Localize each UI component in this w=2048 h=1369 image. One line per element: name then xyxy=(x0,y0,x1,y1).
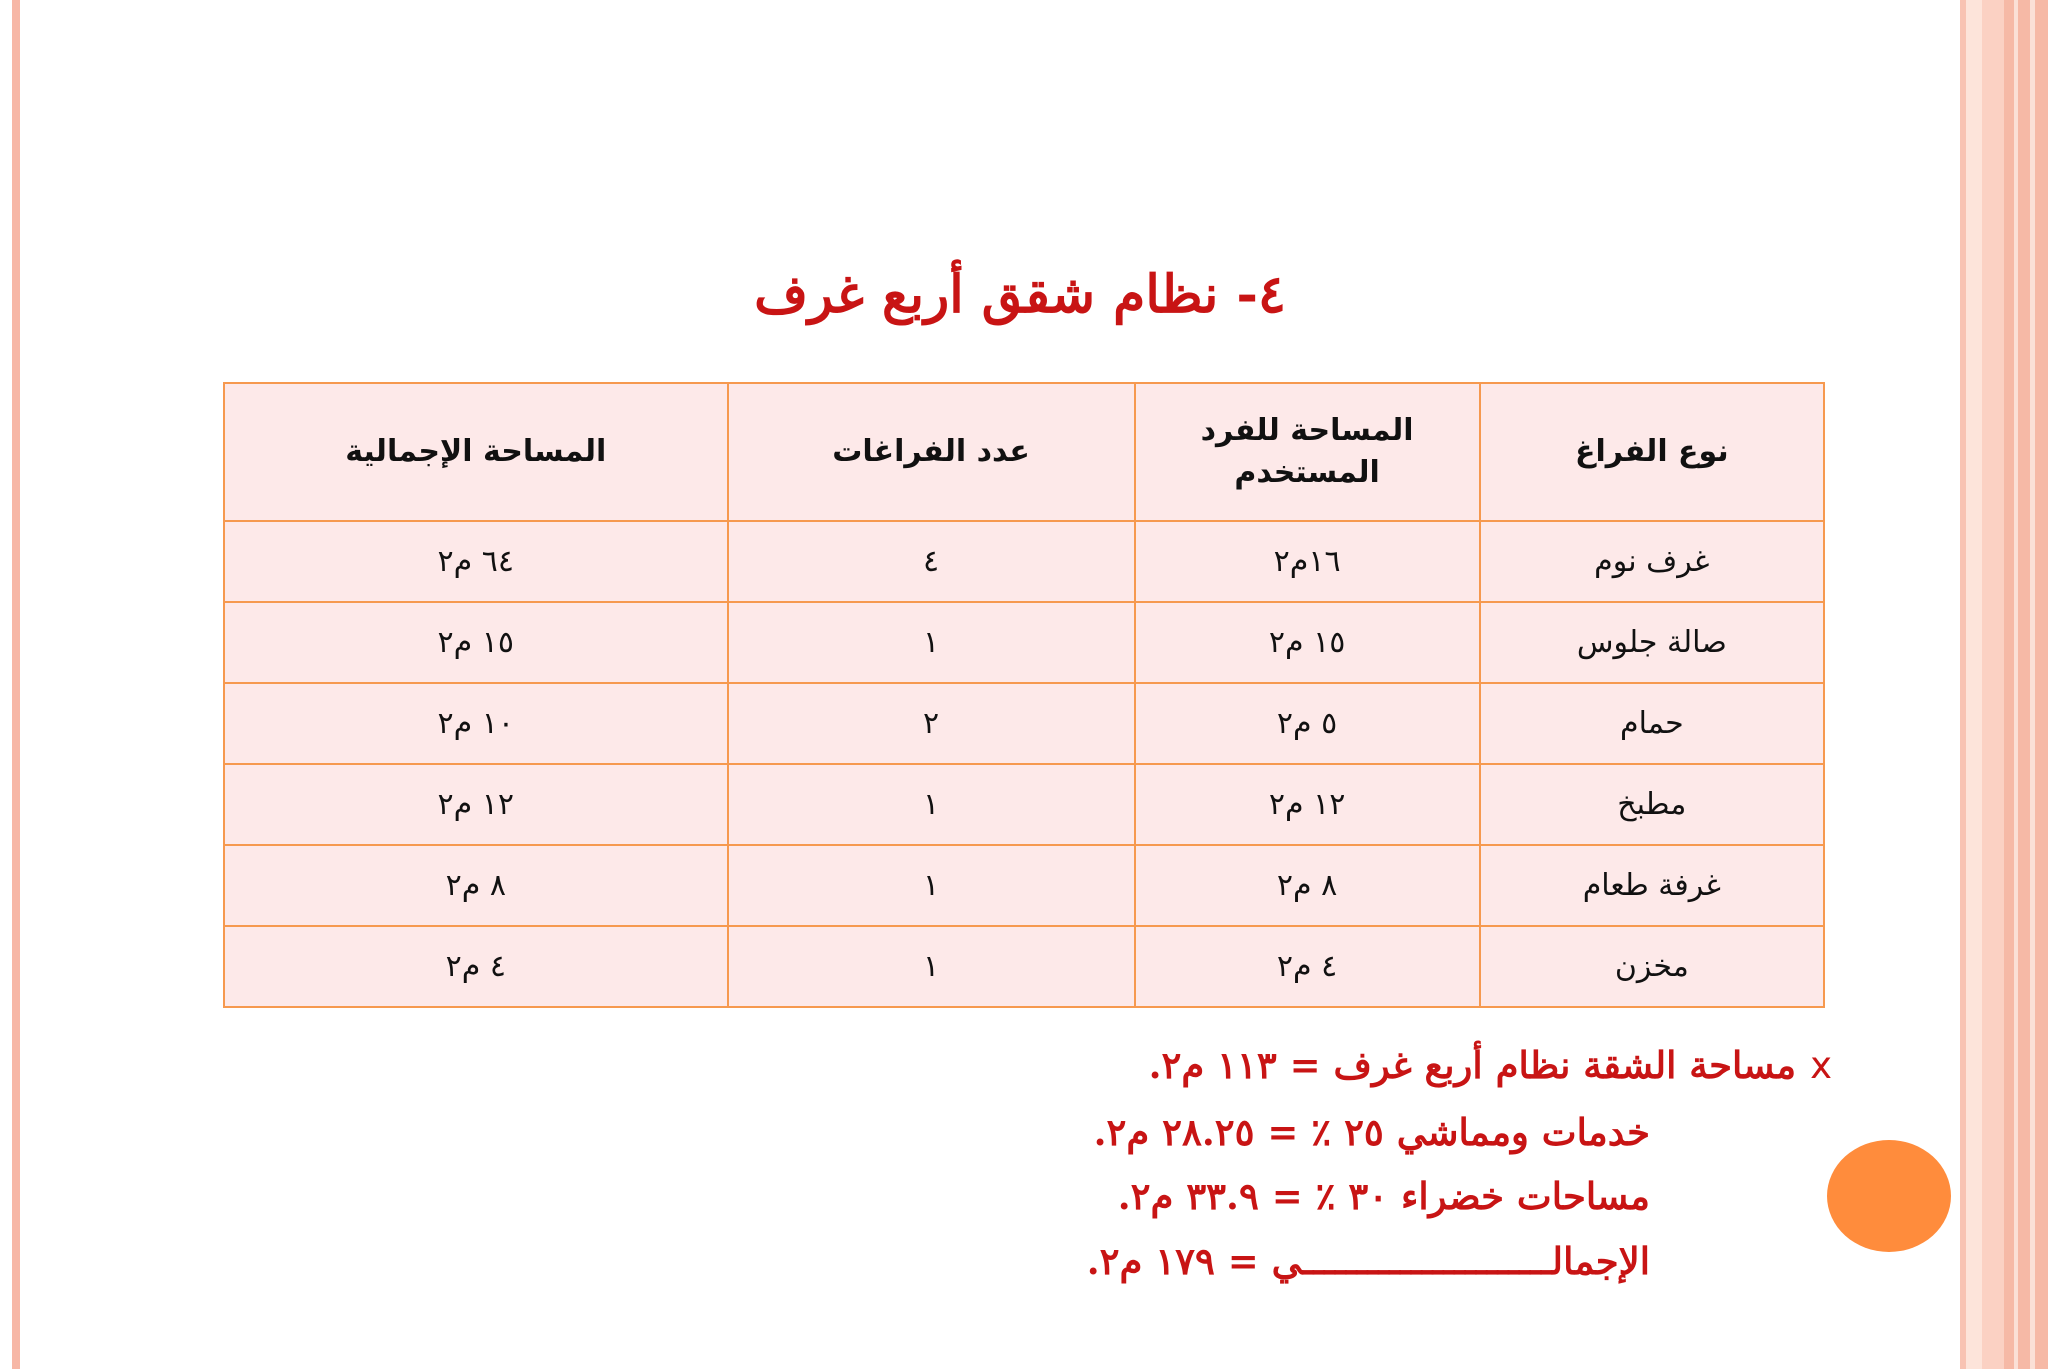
cell-space-count: ١ xyxy=(728,764,1135,845)
cell-area-per-user: ٨ م٢ xyxy=(1135,845,1480,926)
right-border-stripe xyxy=(2030,0,2035,1369)
cell-area-per-user: ٥ م٢ xyxy=(1135,683,1480,764)
x-bullet-icon: x xyxy=(1810,1044,1832,1087)
header-space-type: نوع الفراغ xyxy=(1480,383,1824,521)
table-row xyxy=(224,683,1824,764)
table-row xyxy=(224,521,1824,602)
cell-area-per-user: ٤ م٢ xyxy=(1135,926,1480,1007)
note-text: مساحة الشقة نظام أربع غرف = ١١٣ م٢. xyxy=(1148,1043,1797,1087)
cell-total-area: ٨ م٢ xyxy=(224,845,728,926)
cell-space-count: ١ xyxy=(728,926,1135,1007)
cell-space-type: حمام xyxy=(1480,683,1824,764)
cell-total-area: ٤ م٢ xyxy=(224,926,728,1007)
cell-total-area: ١٢ م٢ xyxy=(224,764,728,845)
cell-space-type: مخزن xyxy=(1480,926,1824,1007)
cell-area-per-user: ١٢ م٢ xyxy=(1135,764,1480,845)
cell-space-count: ٤ xyxy=(728,521,1135,602)
cell-space-count: ٢ xyxy=(728,683,1135,764)
cell-space-type: غرفة طعام xyxy=(1480,845,1824,926)
cell-space-count: ١ xyxy=(728,602,1135,683)
slide-title: ٤- نظام شقق أربع غرف xyxy=(754,264,1286,325)
cell-total-area: ١٥ م٢ xyxy=(224,602,728,683)
spaces-table xyxy=(223,382,1825,1008)
services-note: خدمات ومماشي ٢٥ ٪ = ٢٨.٢٥ م٢. xyxy=(1093,1110,1650,1154)
right-border-stripe xyxy=(1982,0,2004,1369)
right-border-stripe xyxy=(1966,0,1982,1369)
cell-total-area: ١٠ م٢ xyxy=(224,683,728,764)
table-row xyxy=(224,926,1824,1007)
table-header-row xyxy=(224,383,1824,521)
table-row xyxy=(224,845,1824,926)
cell-total-area: ٦٤ م٢ xyxy=(224,521,728,602)
right-border-stripe xyxy=(2014,0,2018,1369)
orange-circle-decoration xyxy=(1827,1140,1951,1252)
cell-space-type: مطبخ xyxy=(1480,764,1824,845)
table-row xyxy=(224,764,1824,845)
green-areas-note: مساحات خضراء ٣٠ ٪ = ٣٣.٩ م٢. xyxy=(1117,1174,1650,1218)
cell-space-count: ١ xyxy=(728,845,1135,926)
cell-space-type: صالة جلوس xyxy=(1480,602,1824,683)
total-note: الإجمالـــــــــــــــــــــــي = ١٧٩ م٢. xyxy=(1086,1239,1650,1283)
cell-area-per-user: ١٥ م٢ xyxy=(1135,602,1480,683)
header-area-per-user: المساحة للفرد المستخدم xyxy=(1135,383,1480,521)
cell-area-per-user: ١٦م٢ xyxy=(1135,521,1480,602)
right-border-stripe xyxy=(2004,0,2048,1369)
header-space-count: عدد الفراغات xyxy=(728,383,1135,521)
left-border-stripe xyxy=(12,0,20,1369)
header-total-area: المساحة الإجمالية xyxy=(224,383,728,521)
cell-space-type: غرف نوم xyxy=(1480,521,1824,602)
apartment-area-note xyxy=(1149,1035,1832,1095)
table-row xyxy=(224,602,1824,683)
